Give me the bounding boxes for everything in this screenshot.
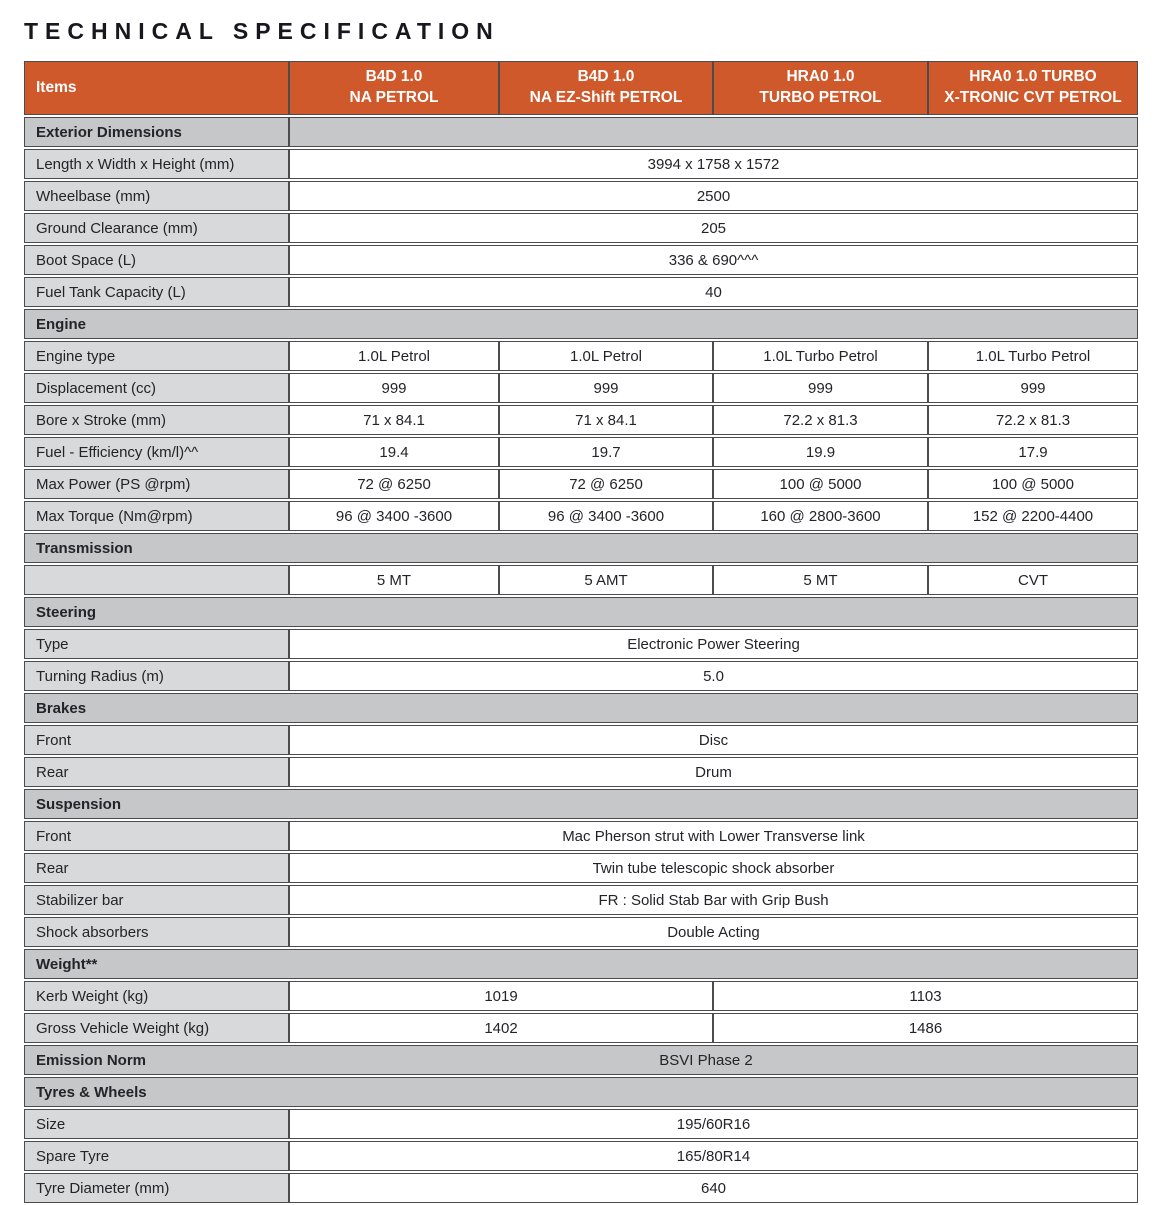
spec-table-body	[24, 117, 1138, 1203]
row-label: Bore x Stroke (mm)	[24, 405, 289, 435]
spec-value: Electronic Power Steering	[289, 629, 1138, 659]
variant-name-line1: B4D 1.0	[365, 68, 423, 86]
section-title: Emission Norm	[36, 1051, 147, 1069]
spec-row	[24, 1013, 1138, 1043]
row-label: Max Power (PS @rpm)	[24, 469, 289, 499]
spec-value: CVT	[928, 565, 1138, 595]
row-label: Ground Clearance (mm)	[24, 213, 289, 243]
section-header-row	[24, 789, 1138, 819]
spec-row	[24, 725, 1138, 755]
spec-row	[24, 405, 1138, 435]
row-label: Displacement (cc)	[24, 373, 289, 403]
section-header-row	[24, 309, 1138, 339]
spec-row	[24, 1141, 1138, 1171]
spec-value: 1.0L Petrol	[499, 341, 713, 371]
section-title: Suspension	[24, 789, 1138, 819]
section-header-row	[24, 949, 1138, 979]
section-title: Tyres & Wheels	[24, 1077, 1138, 1107]
spec-value: 71 x 84.1	[499, 405, 713, 435]
spec-value: 17.9	[928, 437, 1138, 467]
page-title: TECHNICAL SPECIFICATION	[24, 18, 500, 44]
row-label	[24, 565, 289, 595]
spec-value: 19.9	[713, 437, 928, 467]
spec-value: 5 MT	[289, 565, 499, 595]
spec-row	[24, 885, 1138, 915]
row-label: Front	[24, 725, 289, 755]
spec-value: 72 @ 6250	[289, 469, 499, 499]
section-header-cell	[24, 1045, 1138, 1075]
spec-value: Twin tube telescopic shock absorber	[289, 853, 1138, 883]
spec-value: 999	[713, 373, 928, 403]
spec-value: 19.4	[289, 437, 499, 467]
row-label: Wheelbase (mm)	[24, 181, 289, 211]
spec-value: 1402	[289, 1013, 713, 1043]
spec-row	[24, 149, 1138, 179]
spec-value: FR : Solid Stab Bar with Grip Bush	[289, 885, 1138, 915]
section-header-row	[24, 1045, 1138, 1075]
row-label: Kerb Weight (kg)	[24, 981, 289, 1011]
row-label: Boot Space (L)	[24, 245, 289, 275]
spec-value: 999	[289, 373, 499, 403]
spec-value: 5.0	[289, 661, 1138, 691]
spec-row	[24, 1109, 1138, 1139]
variant-name-line2: TURBO PETROL	[759, 89, 882, 106]
section-title: Exterior Dimensions	[24, 117, 289, 147]
spec-value: Mac Pherson strut with Lower Transverse link	[289, 821, 1138, 851]
spec-row	[24, 661, 1138, 691]
column-header-items: Items	[24, 61, 289, 115]
spec-value: 96 @ 3400 -3600	[499, 501, 713, 531]
spec-value: 195/60R16	[289, 1109, 1138, 1139]
spec-value: 71 x 84.1	[289, 405, 499, 435]
section-title: Transmission	[24, 533, 1138, 563]
spec-row	[24, 1173, 1138, 1203]
spec-row	[24, 565, 1138, 595]
column-header-variant-1	[289, 61, 499, 115]
row-label: Gross Vehicle Weight (kg)	[24, 1013, 289, 1043]
spec-value: 165/80R14	[289, 1141, 1138, 1171]
spec-value: 152 @ 2200-4400	[928, 501, 1138, 531]
spec-value: 1486	[713, 1013, 1138, 1043]
spec-value: 100 @ 5000	[713, 469, 928, 499]
spec-value: 999	[928, 373, 1138, 403]
spec-row	[24, 917, 1138, 947]
spec-value: 3994 x 1758 x 1572	[289, 149, 1138, 179]
column-header-variant-2	[499, 61, 713, 115]
spec-row	[24, 469, 1138, 499]
row-label: Rear	[24, 757, 289, 787]
spec-row	[24, 277, 1138, 307]
column-header-variant-3	[713, 61, 928, 115]
row-label: Type	[24, 629, 289, 659]
spec-row	[24, 981, 1138, 1011]
row-label: Turning Radius (m)	[24, 661, 289, 691]
spec-row	[24, 501, 1138, 531]
spec-value: 205	[289, 213, 1138, 243]
spec-value: 1019	[289, 981, 713, 1011]
spec-value: 5 MT	[713, 565, 928, 595]
variant-name-line1: HRA0 1.0	[786, 68, 855, 86]
variant-name-line2: NA EZ-Shift PETROL	[529, 89, 683, 106]
spec-value: 336 & 690^^^	[289, 245, 1138, 275]
row-label: Front	[24, 821, 289, 851]
spec-row	[24, 757, 1138, 787]
row-label: Tyre Diameter (mm)	[24, 1173, 289, 1203]
spec-value: 1103	[713, 981, 1138, 1011]
spec-value: 19.7	[499, 437, 713, 467]
row-label: Size	[24, 1109, 289, 1139]
spec-row	[24, 437, 1138, 467]
section-inline-row	[36, 1052, 1129, 1069]
column-header-variant-4	[928, 61, 1138, 115]
spec-value: 1.0L Petrol	[289, 341, 499, 371]
spec-value: 5 AMT	[499, 565, 713, 595]
spec-row	[24, 181, 1138, 211]
section-header-row	[24, 1077, 1138, 1107]
variant-name-line1: B4D 1.0	[577, 68, 635, 86]
spec-value: 1.0L Turbo Petrol	[713, 341, 928, 371]
spec-value: 72.2 x 81.3	[713, 405, 928, 435]
section-title: Steering	[24, 597, 1138, 627]
spec-value: 72.2 x 81.3	[928, 405, 1138, 435]
row-label: Fuel Tank Capacity (L)	[24, 277, 289, 307]
variant-name-line1: HRA0 1.0 TURBO	[969, 68, 1097, 86]
section-header-row	[24, 693, 1138, 723]
section-title: Engine	[24, 309, 1138, 339]
section-title: Brakes	[24, 693, 1138, 723]
section-inline-value: BSVI Phase 2	[659, 1051, 753, 1069]
spec-value: 40	[289, 277, 1138, 307]
spec-row	[24, 629, 1138, 659]
spec-row	[24, 213, 1138, 243]
spec-value: 96 @ 3400 -3600	[289, 501, 499, 531]
spec-row	[24, 245, 1138, 275]
variant-name-line2: NA PETROL	[349, 89, 439, 106]
row-label: Length x Width x Height (mm)	[24, 149, 289, 179]
section-header-row	[24, 597, 1138, 627]
section-title: Weight**	[24, 949, 1138, 979]
spec-value: Double Acting	[289, 917, 1138, 947]
spec-value: 1.0L Turbo Petrol	[928, 341, 1138, 371]
spec-value: 160 @ 2800-3600	[713, 501, 928, 531]
row-label: Spare Tyre	[24, 1141, 289, 1171]
section-header-row	[24, 117, 1138, 147]
spec-value: 100 @ 5000	[928, 469, 1138, 499]
spec-row	[24, 373, 1138, 403]
spec-row	[24, 821, 1138, 851]
row-label: Rear	[24, 853, 289, 883]
spec-value: 640	[289, 1173, 1138, 1203]
column-header-row	[24, 61, 1138, 115]
section-header-row	[24, 533, 1138, 563]
variant-name-line2: X-TRONIC CVT PETROL	[944, 89, 1122, 106]
spec-table-header	[24, 61, 1138, 115]
spec-value: 2500	[289, 181, 1138, 211]
row-label: Fuel - Efficiency (km/l)^^	[24, 437, 289, 467]
spec-row	[24, 341, 1138, 371]
row-label: Engine type	[24, 341, 289, 371]
row-label: Shock absorbers	[24, 917, 289, 947]
spec-row	[24, 853, 1138, 883]
spec-value: Drum	[289, 757, 1138, 787]
spec-value: Disc	[289, 725, 1138, 755]
row-label: Stabilizer bar	[24, 885, 289, 915]
row-label: Max Torque (Nm@rpm)	[24, 501, 289, 531]
spec-table	[24, 59, 1138, 1205]
section-header-filler	[289, 117, 1138, 147]
spec-value: 72 @ 6250	[499, 469, 713, 499]
spec-value: 999	[499, 373, 713, 403]
